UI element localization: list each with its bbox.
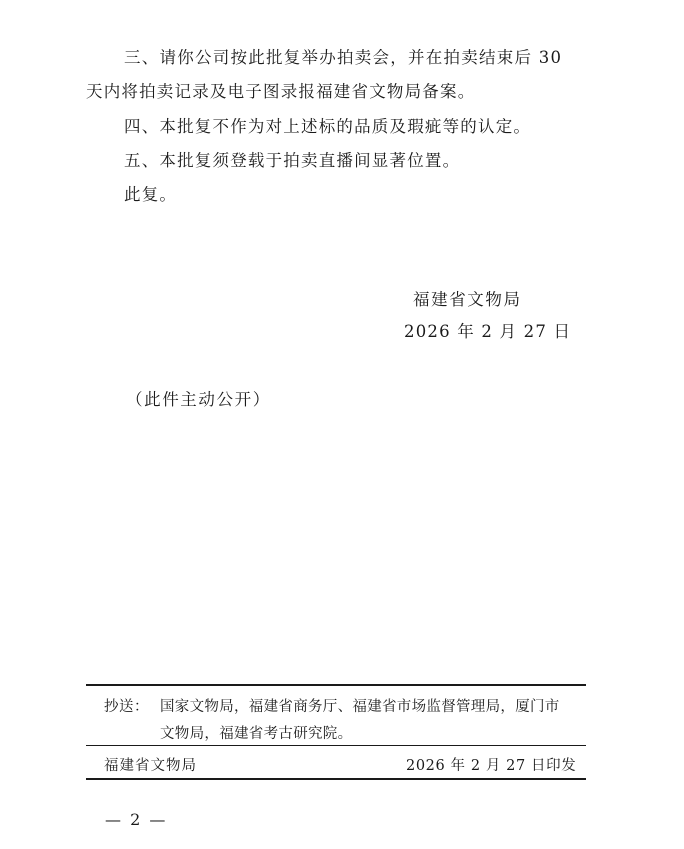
closing-line: 此复。 (124, 185, 178, 204)
public-disclosure-note: （此件主动公开） (126, 390, 271, 409)
paragraph-four: 四、本批复不作为对上述标的品质及瑕疵等的认定。 (124, 117, 532, 136)
footer-top-rule (86, 684, 586, 686)
paragraph-five: 五、本批复须登载于拍卖直播间显著位置。 (124, 151, 461, 170)
footer-middle-rule (86, 745, 586, 746)
signature-date: 2026 年 2 月 27 日 (404, 322, 572, 341)
paragraph-three-line-1: 三、请你公司按此批复举办拍卖会，并在拍卖结束后 30 (124, 48, 563, 67)
cc-recipients-line-2: 文物局，福建省考古研究院。 (160, 726, 353, 742)
print-organization: 福建省文物局 (104, 758, 197, 774)
page-number: — 2 — (105, 810, 168, 829)
signature-organization: 福建省文物局 (413, 290, 522, 309)
footer-bottom-rule (86, 778, 586, 780)
cc-recipients-line-1: 国家文物局，福建省商务厅、福建省市场监督管理局，厦门市 (160, 699, 560, 715)
print-date: 2026 年 2 月 27 日印发 (406, 758, 577, 774)
cc-label: 抄送： (104, 699, 149, 715)
paragraph-three-line-2: 天内将拍卖记录及电子图录报福建省文物局备案。 (86, 82, 476, 101)
